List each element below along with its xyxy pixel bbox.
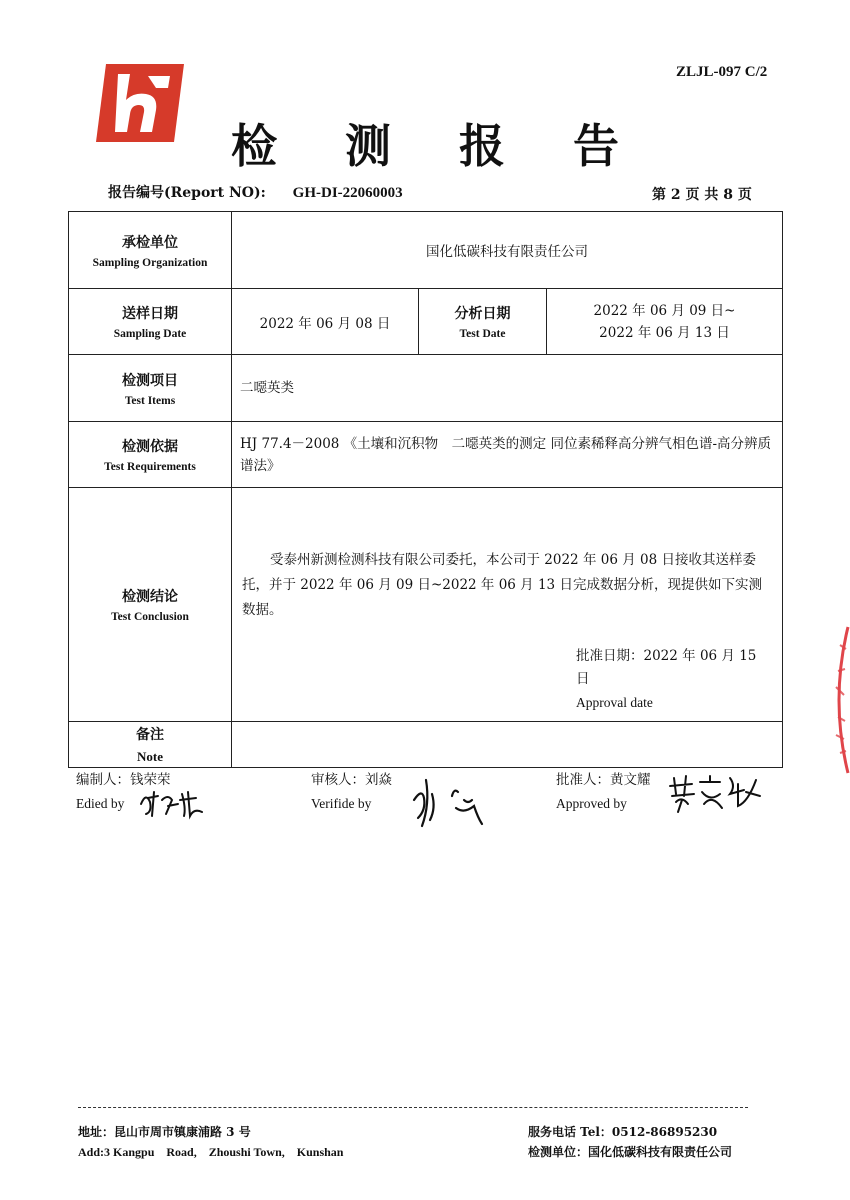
- row-note: [69, 722, 783, 768]
- report-number-label: 报告编号(Report NO):: [108, 185, 266, 201]
- org-label: 承检单位 Sampling Organization: [69, 212, 232, 289]
- conclusion-value: [232, 488, 783, 722]
- approver-signature-block: 批准人：黄文耀 Approved by: [556, 772, 651, 811]
- verifier-signature-block: 审核人：刘焱 Verifide by: [311, 772, 392, 811]
- document-code: ZLJL-097 C/2: [676, 64, 768, 80]
- report-table: [68, 211, 783, 768]
- seal-stamp-fragment: [826, 625, 850, 775]
- report-number: [108, 182, 403, 202]
- approver-handwritten-signature: [664, 772, 764, 814]
- requirements-label: 检测依据 Test Requirements: [69, 422, 232, 488]
- row-test-items: [69, 355, 783, 422]
- footer-divider: [78, 1107, 748, 1108]
- row-dates: [69, 289, 783, 355]
- row-conclusion: [69, 488, 783, 722]
- sampling-date-value: 2022 年 06 月 08 日: [232, 289, 419, 355]
- editor-signature-block: 编制人：钱荣荣 Edied by: [76, 772, 171, 811]
- org-value: 国化低碳科技有限责任公司: [232, 212, 783, 289]
- note-label: 备注 Note: [69, 722, 232, 768]
- requirements-value: HJ 77.4－2008 《土壤和沉积物 二噁英类的测定 同位素稀释高分辨气相色谱-高分辨质谱法》: [232, 422, 783, 488]
- conclusion-label: 检测结论 Test Conclusion: [69, 488, 232, 722]
- footer-contact: 服务电话 Tel：0512-86895230 检测单位：国化低碳科技有限责任公司: [528, 1125, 733, 1159]
- row-requirements: [69, 422, 783, 488]
- test-date-value: 2022 年 06 月 09 日~ 2022 年 06 月 13 日: [547, 289, 783, 355]
- approval-date: 批准日期：2022 年 06 月 15 日 Approval date: [576, 648, 757, 710]
- sampling-date-label: 送样日期 Sampling Date: [69, 289, 232, 355]
- test-items-label: 检测项目 Test Items: [69, 355, 232, 422]
- page-indicator: 第 2 页 共 8 页: [652, 187, 752, 203]
- conclusion-text: 受泰州新测检测科技有限公司委托，本公司于 2022 年 06 月 08 日接收其送样委托，并于 2022 年 06 月 09 日~2022 年 06 月 13 日完成数据分析，现提供如下实测数据。: [242, 552, 762, 618]
- note-value: [232, 722, 783, 768]
- row-organization: [69, 212, 783, 289]
- verifier-handwritten-signature: [408, 774, 488, 832]
- test-date-label: 分析日期 Test Date: [419, 289, 547, 355]
- report-number-value: GH-DI-22060003: [292, 185, 403, 201]
- footer-address: 地址：昆山市周市镇康浦路 3 号 Add:3 Kangpu Road, Zhoushi Town, Kunshan: [78, 1125, 344, 1159]
- test-items-value: 二噁英类: [232, 355, 783, 422]
- editor-handwritten-signature: [138, 786, 208, 820]
- report-title: 检 测 报 告: [230, 119, 646, 173]
